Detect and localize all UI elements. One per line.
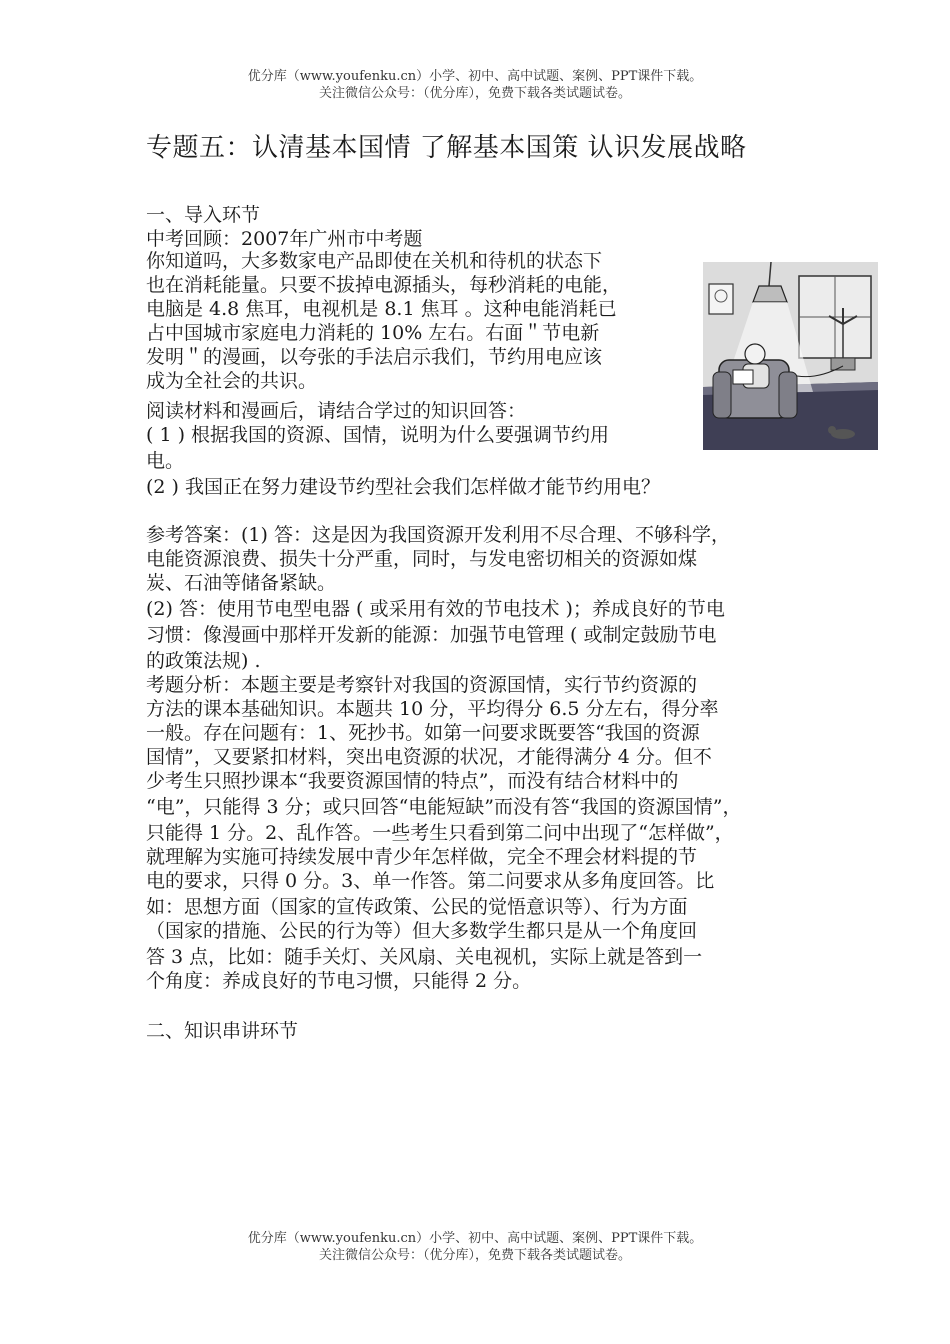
answer-line: 炭、石油等储备紧缺。 bbox=[146, 572, 337, 594]
footer-line-1: 优分库（www.youfenku.cn）小学、初中、高中试题、案例、PPT课件下载。 bbox=[247, 1231, 703, 1246]
cartoon-illustration bbox=[703, 262, 878, 450]
analysis-line: 方法的课本基础知识。本题共 10 分，平均得分 6.5 分左右，得分率 bbox=[146, 698, 719, 720]
analysis-line: 国情”，又要紧扣材料，突出电资源的状况，才能得满分 4 分。但不 bbox=[146, 746, 712, 768]
section-1-heading: 一、导入环节 bbox=[146, 204, 261, 226]
header-line-1: 优分库（www.youfenku.cn）小学、初中、高中试题、案例、PPT课件下载。 bbox=[247, 69, 703, 84]
answer-line: 的政策法规) . bbox=[146, 650, 261, 672]
question-line: 你知道吗，大多数家电产品即使在关机和待机的状态下 bbox=[146, 250, 603, 272]
answer-line: 电能资源浪费、损失十分严重，同时，与发电密切相关的资源如煤 bbox=[146, 548, 698, 570]
answer-line: 参考答案：(1) 答：这是因为我国资源开发利用不尽合理、不够科学， bbox=[146, 524, 730, 546]
energy-saving-cartoon bbox=[703, 262, 878, 450]
analysis-line: 答 3 点，比如：随手关灯、关风扇、关电视机，实际上就是答到一 bbox=[146, 946, 703, 968]
analysis-line: 只能得 1 分。2、乱作答。一些考生只看到第二问中出现了“怎样做”， bbox=[146, 822, 734, 844]
footer-line-2: 关注微信公众号：（优分库），免费下载各类试题试卷。 bbox=[318, 1248, 631, 1263]
question-line: 成为全社会的共识。 bbox=[146, 370, 318, 392]
answer-line: (2) 答：使用节电型电器 ( 或采用有效的节电技术 )；养成良好的节电 bbox=[146, 598, 725, 620]
analysis-line: 如：思想方面（国家的宣传政策、公民的觉悟意识等）、行为方面 bbox=[146, 896, 688, 918]
section-2-heading: 二、知识串讲环节 bbox=[146, 1020, 299, 1042]
analysis-line: （国家的措施、公民的行为等）但大多数学生都只是从一个角度回 bbox=[146, 920, 698, 942]
question-line: (2 ) 我国正在努力建设节约型社会我们怎样做才能节约用电？ bbox=[146, 476, 660, 498]
question-line: 发明＂的漫画，以夸张的手法启示我们，节约用电应该 bbox=[146, 346, 603, 368]
page-title: 专题五：认清基本国情 了解基本国策 认识发展战略 bbox=[146, 133, 747, 163]
analysis-line: 电的要求，只得 0 分。3、单一作答。第二问要求从多角度回答。比 bbox=[146, 870, 715, 892]
analysis-line: “电”，只能得 3 分；或只回答“电能短缺”而没有答“我国的资源国情”， bbox=[146, 796, 742, 818]
page-header bbox=[0, 68, 950, 102]
question-line: 也在消耗能量。只要不拔掉电源插头，每秒消耗的电能， bbox=[146, 274, 622, 296]
analysis-line: 就理解为实施可持续发展中青少年怎样做，完全不理会材料提的节 bbox=[146, 846, 698, 868]
exam-review-line: 中考回顾：2007年广州市中考题 bbox=[146, 228, 423, 250]
question-line: 电脑是 4.8 焦耳，电视机是 8.1 焦耳 。这种电能消耗已 bbox=[146, 298, 617, 320]
analysis-line: 少考生只照抄课本“我要资源国情的特点”，而没有结合材料中的 bbox=[146, 770, 679, 792]
question-line: 阅读材料和漫画后，请结合学过的知识回答： bbox=[146, 400, 527, 422]
analysis-line: 考题分析：本题主要是考察针对我国的资源国情，实行节约资源的 bbox=[146, 674, 698, 696]
question-line: 占中国城市家庭电力消耗的 10% 左右。右面＂节电新 bbox=[146, 322, 600, 344]
page-footer bbox=[0, 1230, 950, 1264]
header-line-2: 关注微信公众号：（优分库），免费下载各类试题试卷。 bbox=[318, 86, 631, 101]
analysis-line: 一般。存在问题有：1、死抄书。如第一问要求既要答“我国的资源 bbox=[146, 722, 700, 744]
analysis-line: 个角度：养成良好的节电习惯，只能得 2 分。 bbox=[146, 970, 532, 992]
answer-line: 习惯：像漫画中那样开发新的能源：加强节电管理 ( 或制定鼓励节电 bbox=[146, 624, 717, 646]
question-line: ( 1 ) 根据我国的资源、国情，说明为什么要强调节约用 bbox=[146, 424, 610, 446]
question-line: 电。 bbox=[146, 450, 185, 472]
